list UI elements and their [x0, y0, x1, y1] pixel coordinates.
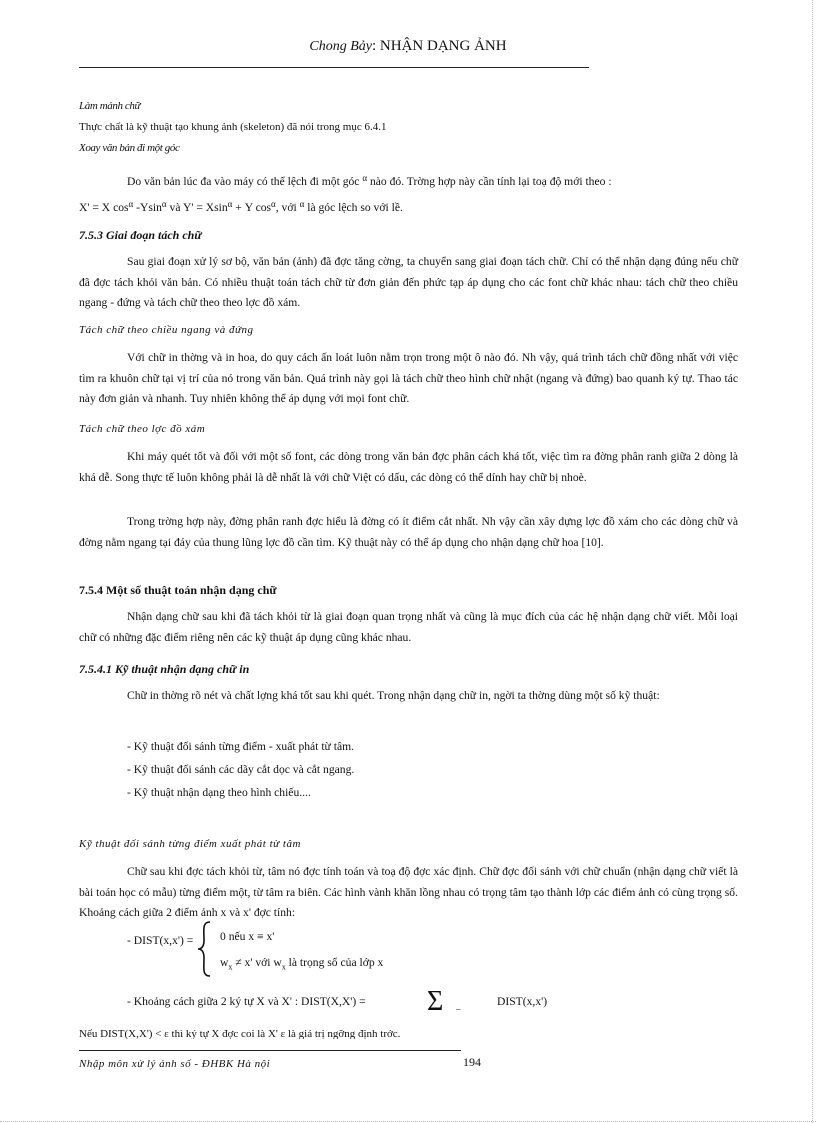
sum-dash: – — [456, 1004, 461, 1014]
rotation-paragraph: Do văn bản lúc đa vào máy có thể lệch đi một góc $^\alpha$ nào đó. Trờng hợp này cần tính lại toạ độ mới theo : — [127, 173, 612, 188]
line-xoay: Xoay văn bản đi một góc — [79, 142, 180, 154]
sum-rhs: DIST(x,x') — [497, 995, 548, 1008]
paragraph-luoc-do-1: Khi máy quét tốt và đối với một số font, các dòng trong văn bản đợc phân cách khá tốt, việc tìm ra đờng phân ranh giữa 2 dòng là khá dễ. Song thực tế luôn không phải là dễ nhất là với chữ Việt có dấu, các dòng có thể dính hay chữ bị nhoè. — [79, 450, 738, 484]
footer-text: Nhập môn xử lý ảnh số - ĐHBK Hà nội — [79, 1058, 271, 1070]
bullet-item: - Kỹ thuật đối sánh từng điểm - xuất phát từ tâm. — [127, 740, 355, 753]
heading-7-5-4-1: 7.5.4.1 Kỹ thuật nhận dạng chữ in — [79, 662, 250, 676]
paragraph-7-5-3: Sau giai đoạn xử lý sơ bộ, văn bản (ảnh) đã đợc tăng cờng, ta chuyển sang giai đoạn tách chữ. Chỉ có thể nhận dạng đúng nếu chữ đã đợc tách khỏi văn bản. Có nhiều thuật toán tách chữ từ đơn giản đến phức tạp áp dụng cho các font chữ khác nhau: tách chữ theo chiều ngang - đứng và tách chữ theo theo lợc đồ xám. — [79, 255, 738, 309]
chapter-label: Chong Bảy — [309, 39, 373, 54]
page-number: 194 — [463, 1055, 481, 1069]
page-edge-dotted — [812, 0, 813, 1123]
sigma-symbol: Σ — [427, 986, 444, 1017]
paragraph-7-5-4: Nhận dạng chữ sau khi đã tách khỏi từ là giai đoạn quan trọng nhất và cũng là mục đích của các hệ nhận dạng chữ viết. Mỗi loại chữ có những đặc điểm riêng nên các kỹ thuật áp dụng cũng khác nhau. — [79, 610, 738, 644]
case-two: $w_x \ne x'$ với $w_x$ là trọng số của lớp x — [220, 956, 384, 972]
threshold-line: Nếu DIST(X,X') < ε thì ký tự X đợc coi là X' ε là giá trị ngỡng định trớc. — [79, 1028, 401, 1039]
case-one: 0 nếu x ≡ x' — [220, 930, 275, 943]
line-lam-manh: Làm mảnh chữ — [79, 100, 141, 112]
paragraph-7-5-4-1: Chữ in thờng rõ nét và chất lợng khá tốt sau khi quét. Trong nhận dạng chữ in, ngời ta thờng dùng một số kỹ thuật: — [127, 689, 660, 702]
bullet-item: - Kỹ thuật nhận dạng theo hình chiếu.... — [127, 786, 311, 799]
paragraph-luoc-do-2: Trong trờng hợp này, đờng phân ranh đợc hiểu là đờng có ít điểm cắt nhất. Nh vậy cần xây dựng lợc đồ xám cho các dòng chữ và đờng nằm ngang tại đáy của thung lũng lợc đồ cần tìm. Kỹ thuật này có thể áp dụng cho nhận dạng chữ hoa [10]. — [79, 515, 738, 549]
chapter-title: : NHẬN DẠNG ẢNH — [372, 38, 507, 54]
subheading-tach-luoc-do: Tách chữ theo lợc đồ xám — [79, 423, 206, 435]
brace-symbol — [196, 920, 214, 978]
heading-7-5-3: 7.5.3 Giai đoạn tách chữ — [79, 228, 202, 242]
page-bottom-dotted — [0, 1121, 816, 1122]
line-skeleton: Thực chất là kỹ thuật tạo khung ảnh (skeleton) đã nói trong mục 6.4.1 — [79, 121, 387, 133]
paragraph-doi-sanh-tam: Chữ sau khi đợc tách khỏi từ, tâm nó đợc tính toán và toạ độ đợc xác định. Chữ đợc đối sánh với chữ chuẩn (nhận dạng chữ viết là bài toán học có mẫu) từng điểm một, từ tâm ra biên. Các hình vành khăn lồng nhau có trọng tâm tạo thành lớp các điểm ảnh có cùng trọng số. Khoảng cách giữa 2 điểm ảnh x và x' đợc tính: — [79, 865, 738, 919]
page-header — [0, 38, 816, 55]
sum-line: - Khoảng cách giữa 2 ký tự X và X' : DIST(X,X') = — [127, 995, 366, 1008]
subheading-tach-ngang-dung: Tách chữ theo chiều ngang và đứng — [79, 324, 254, 336]
dist-lhs: - DIST(x,x') = — [127, 934, 194, 947]
heading-7-5-4: 7.5.4 Một số thuật toán nhận dạng chữ — [79, 583, 277, 597]
header-rule — [79, 67, 589, 68]
subheading-doi-sanh-tam: Kỹ thuật đối sánh từng điểm xuất phát từ tâm — [79, 838, 301, 850]
rotation-equation: X' = X $\cos^\alpha -Ysin^\alpha$ và Y' = Xsin$^\alpha$ + Y $\cos^\alpha$, với $^\alpha$ là góc lệch so với lề. — [79, 199, 403, 214]
bullet-item: - Kỹ thuật đối sánh các dãy cắt dọc và cắt ngang. — [127, 763, 355, 776]
footer-rule — [79, 1050, 461, 1051]
paragraph-tach-ngang-dung: Với chữ in thờng và in hoa, do quy cách ấn loát luôn nằm trọn trong một ô nào đó. Nh vậy, quá trình tách chữ đồng nhất với việc tìm ra khuôn chữ tại vị trí của nó trong văn bản. Quá trình này gọi là tách chữ theo hình chữ nhật (ngang và đứng) bao quanh ký tự. Thao tác này đơn giản và nhanh. Tuy nhiên không thể áp dụng với mọi font chữ. — [79, 351, 738, 405]
